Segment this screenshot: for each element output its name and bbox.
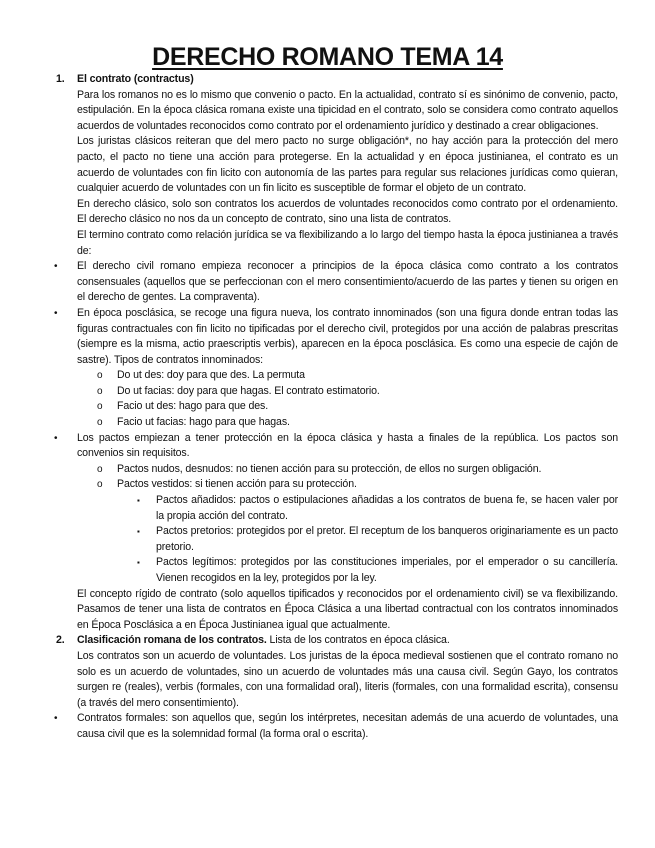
paragraph: El termino contrato como relación jurídica se va flexibilizando a lo largo del tiempo hasta la época justinianea a través de: <box>77 228 618 257</box>
list-item <box>39 711 618 742</box>
section-number: 1. <box>56 73 65 85</box>
list-item <box>39 431 618 587</box>
circle-bullet-icon: o <box>97 370 103 382</box>
bullet-icon: • <box>54 432 58 444</box>
list-item-text: Do ut des: doy para que des. La permuta <box>117 369 305 382</box>
list-item-text: El derecho civil romano empieza reconocer a principios de la época clásica como contrato a los contratos consensuales (aquellos que se perfeccionan con el mero consentimiento/acuerdo de las partes y tienen su origen en el derecho de gentes. La compraventa). <box>77 260 618 304</box>
list-item <box>97 368 618 384</box>
square-bullet-icon: ▪ <box>137 496 140 506</box>
list-item-text: Pactos añadidos: pactos o estipulaciones añadidas a los contratos de buena fe, se hacen valer por la propia acción del contrato. <box>156 494 618 522</box>
list-item-text: Los pactos empiezan a tener protección en la época clásica y hasta a finales de la república. Los pactos son convenios sin requisitos. <box>77 431 618 460</box>
list-item-text: Do ut facias: doy para que hagas. El contrato estimatorio. <box>117 384 380 397</box>
square-bullet-icon: ▪ <box>137 527 140 537</box>
list-item-text: Pactos nudos, desnudos: no tienen acción para su protección, de ellos no surgen obligación. <box>117 462 542 475</box>
page-title: DERECHO ROMANO TEMA 14 <box>152 43 503 71</box>
list-item-text: Pactos pretorios: protegidos por el pretor. El receptum de los banqueros originariamente es un pacto pretorio. <box>156 525 618 553</box>
paragraph: Para los romanos no es lo mismo que convenio o pacto. En la actualidad, contrato sí es sinónimo de convenio, pacto, estipulación. En la época clásica romana existe una tipicidad en el contrato, solo se considera como contrato aquellos acuerdos de voluntades reconocidos como contrato por el ordenamiento jurídico y destinado a crear obligaciones. <box>77 88 618 132</box>
list-item <box>97 477 618 586</box>
list-item <box>97 415 618 431</box>
list-item <box>137 555 618 586</box>
paragraph: Los juristas clásicos reiteran que del mero pacto no surge obligación*, no hay acción para la protección del mero pacto, el pacto no tiene una acción para protegerse. En la actualidad y en época justinianea, el contrato es un acuerdo de voluntades con fin licito con autonomía de las partes para regular sus relaciones jurídicas como quieran, cualquier acuerdo de voluntades con un fin licito es susceptible de formar el objeto de un contrato. <box>77 135 618 195</box>
paragraph: En derecho clásico, solo son contratos los acuerdos de voluntades reconocidos como contrato por el ordenamiento. El derecho clásico no nos da un concepto de contrato, sino una lista de contratos. <box>77 197 618 226</box>
list-item-text: Pactos legítimos: protegidos por las constituciones imperiales, por el emperador o su cancillería. Vienen recogidos en la ley, protegidos por la ley. <box>156 556 618 584</box>
section-title-rest: Lista de los contratos en época clásica. <box>266 634 450 647</box>
bullet-icon: • <box>54 713 58 725</box>
section-1 <box>56 72 618 259</box>
list-item-text: Pactos vestidos: si tienen acción para su protección. <box>117 478 357 491</box>
list-item <box>97 462 618 478</box>
list-item-text: Facio ut facias: hago para que hagas. <box>117 416 290 429</box>
section-title: Clasificación romana de los contratos. <box>77 634 267 647</box>
document-body <box>54 72 618 743</box>
circle-bullet-icon: o <box>97 417 103 429</box>
list-item <box>97 384 618 400</box>
paragraph: El concepto rígido de contrato (solo aquellos tipificados y reconocidos por el ordenamiento civil) se va flexibilizando. Pasamos de tener una lista de contratos en Época Clásica a una libertad contractual con los contratos innominados en Época Posclásica a en Época Justinianea igual que actualmente. <box>77 587 618 631</box>
circle-bullet-icon: o <box>97 463 103 475</box>
section-2 <box>56 633 618 711</box>
sub-list-pactos <box>97 462 618 587</box>
bullet-list <box>39 711 618 742</box>
list-item <box>97 399 618 415</box>
list-item-text: Contratos formales: son aquellos que, según los intérpretes, necesitan además de una acuerdo de voluntades, una causa civil que es la solemnidad formal (la forma oral o escrita). <box>77 712 618 740</box>
paragraph: Los contratos son un acuerdo de voluntades. Los juristas de la época medieval sostienen que el contrato romano no solo es un acuerdo de voluntades, sino un acuerdo de voluntades más una causa civil. Según Gayo, los contratos surgen re (reales), verbis (formales, con una formalidad oral), literis (formales, con una formalidad escrita), consensu (a través del mero consentimiento). <box>77 649 618 709</box>
bullet-icon: • <box>54 307 58 319</box>
list-item-text: En época posclásica, se recoge una figura nueva, los contrato innominados (son una figura donde entran todas las figuras contractuales con fin licito no tipificadas por el derecho civil, protegidos por una acción de palabras prescritas (siempre es la misma, actio praescriptis verbis), aparecen en la época posclásica. Es como una especie de cajón de sastre). Tipos de contratos innominados: <box>77 306 618 366</box>
square-bullet-icon: ▪ <box>137 558 140 568</box>
circle-bullet-icon: o <box>97 479 103 491</box>
list-item <box>39 259 618 306</box>
circle-bullet-icon: o <box>97 385 103 397</box>
circle-bullet-icon: o <box>97 401 103 413</box>
section-number: 2. <box>56 634 65 647</box>
list-item-text: Facio ut des: hago para que des. <box>117 400 269 413</box>
list-item <box>137 524 618 555</box>
bullet-icon: • <box>54 261 58 273</box>
list-item <box>137 493 618 524</box>
sub-list-pactos-vestidos <box>137 493 618 587</box>
bullet-list <box>39 259 618 586</box>
section-title: El contrato (contractus) <box>77 73 194 85</box>
sub-list-innominados <box>97 368 618 430</box>
list-item <box>39 306 618 431</box>
